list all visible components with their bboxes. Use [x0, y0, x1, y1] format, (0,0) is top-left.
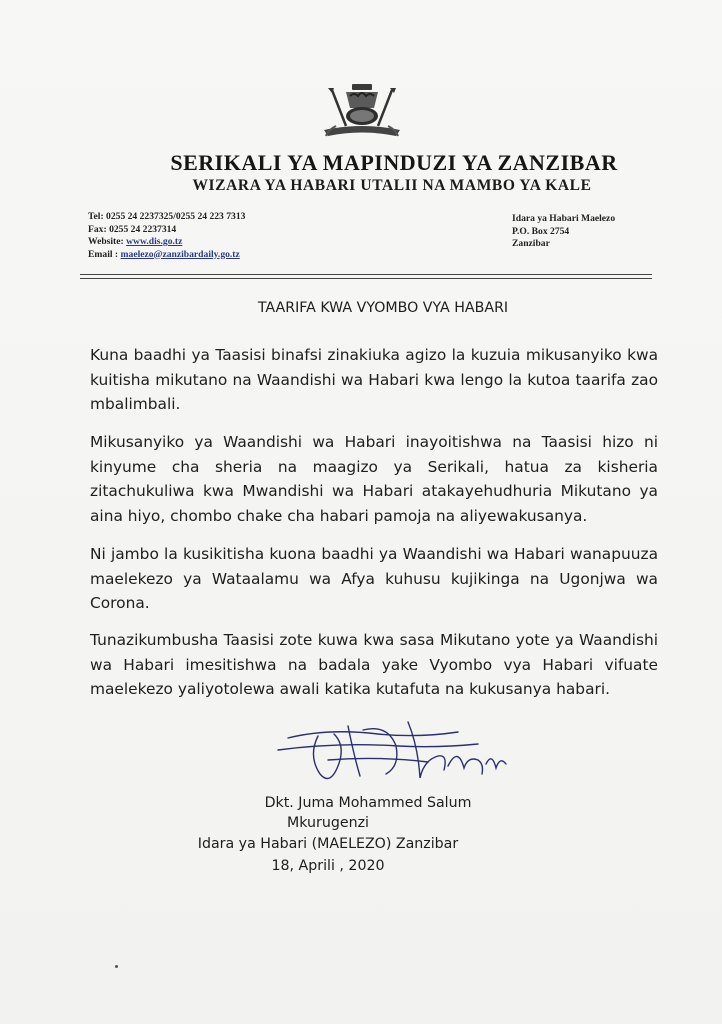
- document-date: 18, Aprili , 2020: [271, 858, 385, 874]
- paragraph-1: Kuna baadhi ya Taasisi binafsi zinakiuka agizo la kuzuia mikusanyiko kwa kuitisha mikutano na Waandishi wa Habari kwa lengo la kutoa taarifa zao mbalimbali.: [90, 346, 658, 413]
- paragraph-3: Ni jambo la kusikitisha kuona baadhi ya Waandishi wa Habari wanapuuza maelekezo ya Wataalamu wa Afya kuhusu kujikinga na Ugonjwa wa Corona.: [90, 545, 658, 612]
- tel-line: [88, 211, 245, 224]
- document-heading: TAARIFA KWA VYOMBO VYA HABARI: [257, 300, 509, 316]
- signatory-title: Mkurugenzi: [287, 815, 369, 831]
- government-title: SERIKALI YA MAPINDUZI YA ZANZIBAR: [170, 150, 618, 175]
- signatory-office: Idara ya Habari (MAELEZO) Zanzibar: [197, 836, 459, 852]
- header-divider-bottom: [80, 278, 652, 279]
- fax-value: 0255 24 2237314: [109, 223, 177, 235]
- website-link[interactable]: www.dis.go.tz: [126, 236, 183, 247]
- tel-value: 0255 24 2237325/0255 24 223 7313: [106, 211, 246, 222]
- email-link[interactable]: maelezo@zanzibardaily.go.tz: [120, 248, 240, 260]
- signatory-name: Dkt. Juma Mohammed Salum: [264, 795, 472, 811]
- contact-block: [88, 211, 245, 261]
- header-divider-top: [80, 274, 652, 275]
- tel-label: Tel:: [88, 211, 104, 222]
- email-label: Email :: [88, 248, 119, 260]
- address-line-3: Zanzibar: [512, 238, 550, 249]
- scan-speck: [115, 965, 118, 968]
- fax-label: Fax:: [88, 223, 107, 235]
- email-line: [88, 249, 245, 262]
- website-label: Website:: [88, 236, 124, 247]
- address-block: [512, 213, 615, 251]
- paragraph-2: Mikusanyiko ya Waandishi wa Habari inayoitishwa na Taasisi hizo ni kinyume cha sheria na maagizo ya Serikali, hatua za kisheria zitachukuliwa kwa Mwandishi wa Habari atakayehudhuria Mikutano ya aina hiyo, chombo chake cha habari pamoja na aliyewakusanya.: [90, 433, 658, 525]
- address-line-1: Idara ya Habari Maelezo: [512, 213, 616, 224]
- ministry-title: WIZARA YA HABARI UTALII NA MAMBO YA KALE: [192, 177, 592, 194]
- paragraph-4: Tunazikumbusha Taasisi zote kuwa kwa sasa Mikutano yote ya Waandishi wa Habari imesitishwa na badala yake Vyombo vya Habari vifuate maelekezo yaliyotolewa awali katika kutafuta na kukusanya habari.: [90, 631, 658, 698]
- address-line-2: P.O. Box 2754: [512, 225, 570, 237]
- fax-line: [88, 224, 245, 237]
- website-line: [88, 236, 245, 249]
- handwritten-signature: [268, 716, 518, 796]
- zanzibar-coat-of-arms-icon: [316, 82, 408, 142]
